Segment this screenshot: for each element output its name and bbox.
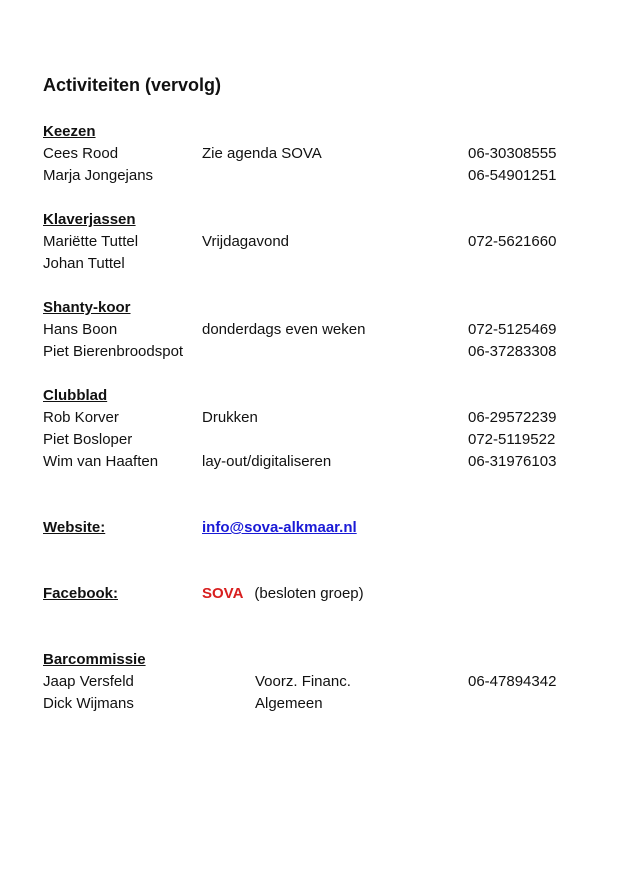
member-phone: 06-47894342	[468, 673, 557, 690]
member-phone: 06-29572239	[468, 409, 557, 426]
member-phone: 072-5125469	[468, 321, 557, 338]
member-note: Algemeen	[255, 695, 323, 712]
member-phone: 06-54901251	[468, 167, 557, 184]
member-name: Piet Bosloper	[43, 431, 133, 448]
section-heading-shanty-koor: Shanty-koor	[43, 299, 131, 316]
facebook-label: Facebook:	[43, 585, 119, 602]
facebook-group-note: (besloten groep)	[254, 585, 364, 602]
member-note: Zie agenda SOVA	[202, 145, 322, 162]
website-email-link[interactable]: info@sova-alkmaar.nl	[202, 519, 357, 536]
member-note: donderdags even weken	[202, 321, 366, 338]
section-heading-keezen: Keezen	[43, 123, 96, 140]
section-heading-klaverjassen: Klaverjassen	[43, 211, 136, 228]
member-note: Voorz. Financ.	[255, 673, 351, 690]
member-name: Wim van Haaften	[43, 453, 159, 470]
member-note: lay-out/digitaliseren	[202, 453, 332, 470]
member-name: Rob Korver	[43, 409, 119, 426]
section-heading-clubblad: Clubblad	[43, 387, 108, 404]
member-name: Cees Rood	[43, 145, 119, 162]
member-name: Hans Boon	[43, 321, 118, 338]
member-name: Marja Jongejans	[43, 167, 154, 184]
website-label: Website:	[43, 519, 106, 536]
page-title: Activiteiten (vervolg)	[43, 75, 222, 95]
member-name: Johan Tuttel	[43, 255, 125, 272]
member-name: Jaap Versfeld	[43, 673, 134, 690]
member-phone: 06-37283308	[468, 343, 557, 360]
member-phone: 072-5621660	[468, 233, 557, 250]
member-name: Mariëtte Tuttel	[43, 233, 139, 250]
member-name: Piet Bierenbroodspot	[43, 343, 184, 360]
facebook-group	[202, 583, 364, 605]
member-phone: 06-31976103	[468, 453, 557, 470]
member-phone: 072-5119522	[468, 431, 556, 448]
member-note: Drukken	[202, 409, 258, 426]
facebook-group-name: SOVA	[202, 585, 244, 602]
member-note: Vrijdagavond	[202, 233, 290, 250]
member-name: Dick Wijmans	[43, 695, 134, 712]
section-heading-barcommissie: Barcommissie	[43, 651, 146, 668]
member-phone: 06-30308555	[468, 145, 557, 162]
